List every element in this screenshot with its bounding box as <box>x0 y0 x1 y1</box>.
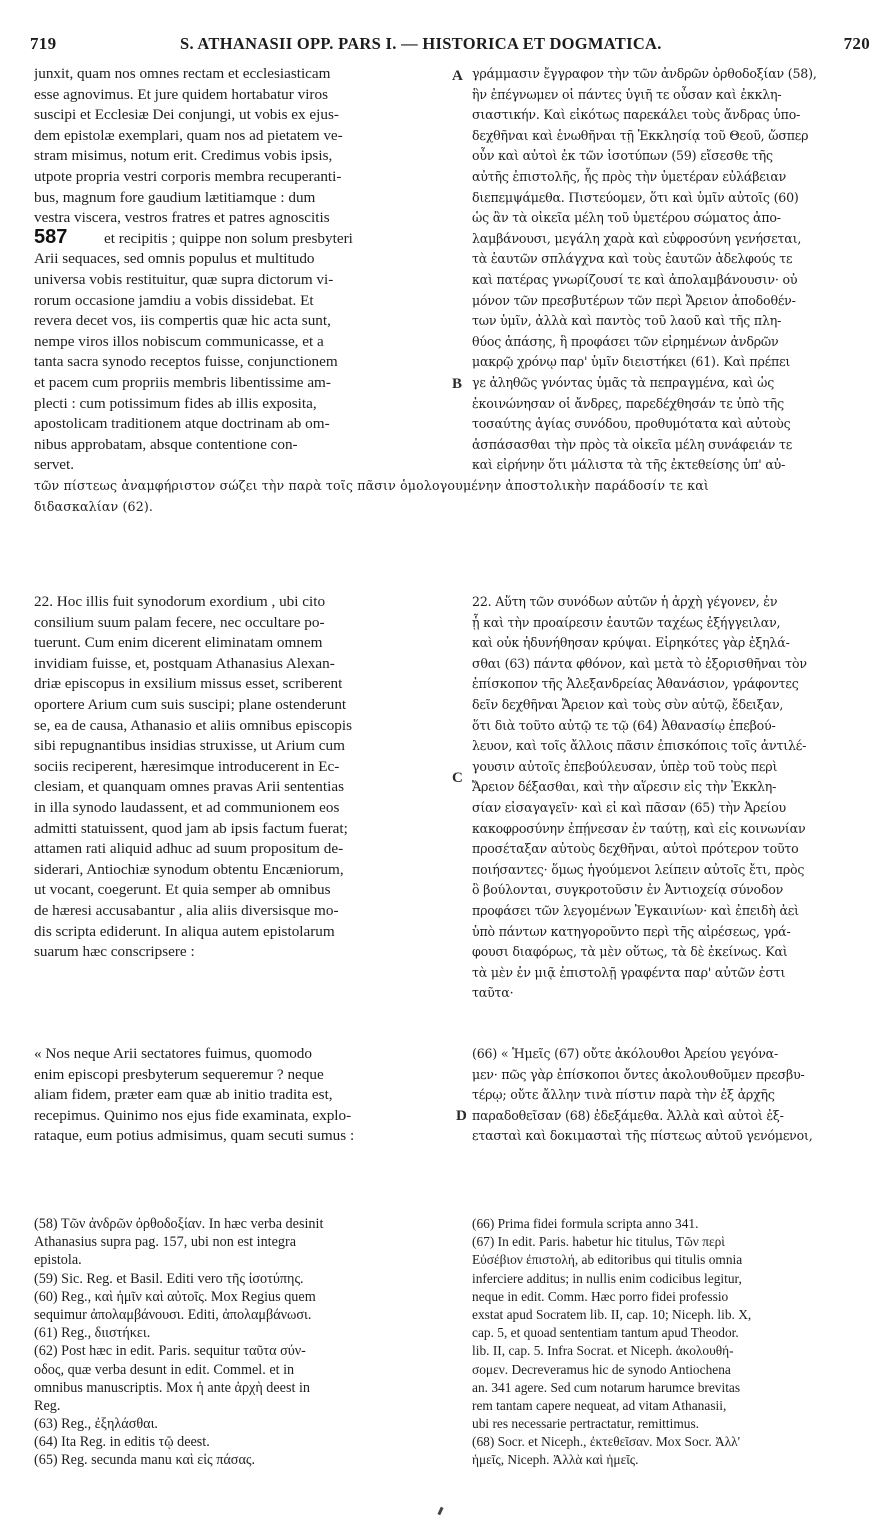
greek-line: οὖν καὶ αὐτοὶ ἐκ τῶν ἰσοτύπων (59) εἴσεσθε τῆς <box>472 148 773 164</box>
footnote-line: (63) Reg., ἐξηλάσθαι. <box>34 1416 158 1433</box>
latin-line: siderari, Antiochiæ synodum obtentu Encæniorum, <box>34 860 344 878</box>
footnote-line: (58) Τῶν ἀνδρῶν ὀρθοδοξίαν. In hæc verba desinit <box>34 1216 324 1232</box>
latin-line: Arii sequaces, sed omnis populus et multitudo <box>34 250 315 268</box>
greek-line: γουσιν αὐτοῖς ἐπεβούλευσαν, ὑπὲρ τοῦ τοὺς περὶ <box>472 758 778 774</box>
latin-line: suscipi et Ecclesiæ Dei conjungi, ut vobis ex ejus- <box>34 106 339 124</box>
greek-line: παραδοθεῖσαν (68) ἐδεξάμεθα. Ἀλλὰ καὶ αὐτοὶ ἐξ- <box>472 1107 784 1123</box>
latin-line: ut vocant, coegerunt. Et quia semper ab omnibus <box>34 881 331 899</box>
margin-letter-c: C <box>452 770 463 786</box>
footnote-line: lib. II, cap. 5. Infra Socrat. et Niceph. ἀκολουθή- <box>472 1343 734 1359</box>
greek-line: διεπεμψάμεθα. Πιστεύομεν, ὅτι καὶ ὑμῖν αὐτοῖς (60) <box>472 189 799 205</box>
footnote-line: Εὐσέβιον ἐπιστολή, ab editoribus qui titulis omnia <box>472 1252 743 1268</box>
greek-line: κακοφροσύνην ἐπῄνεσαν ἐν ταύτῃ, καὶ εἰς κοινωνίαν <box>472 820 806 836</box>
greek-line: ἀσπάσασθαι τὴν πρὸς τὰ οἰκεῖα μέλη συνάφειάν τε <box>472 436 793 452</box>
greek-line: Ἄρειον δέξασθαι, καὶ τὴν αἵρεσιν εἰς τὴν Ἐκκλη- <box>472 779 777 795</box>
latin-line: dem epistolæ exemplari, quam nos ad pietatem ve- <box>34 126 343 144</box>
latin-line: rorum occasione jamdiu a vobis dissidebat. Et <box>34 291 314 309</box>
greek-line: 22. Αὕτη τῶν συνόδων αὐτῶν ἡ ἀρχὴ γέγονεν, ἐν <box>472 594 778 609</box>
latin-column-top <box>34 64 450 476</box>
latin-line: nibus approbatam, absque contentione con- <box>34 435 298 453</box>
footnote-line: rem tantam capere nequeat, ad vitam Athanasii, <box>472 1397 727 1413</box>
greek-full-width-continuation <box>34 476 874 517</box>
latin-column-creed <box>34 1044 450 1147</box>
greek-line: (66) « Ἡμεῖς (67) οὔτε ἀκόλουθοι Ἀρείου γεγόνα- <box>472 1046 779 1061</box>
latin-line: recepimus. Quinimo nos ejus fide examinata, explo- <box>34 1106 352 1124</box>
greek-line: μεν· πῶς γὰρ ἐπίσκοποι ὄντες ἀκολουθοῦμεν πρεσβυ- <box>472 1066 805 1082</box>
footnote-line: (68) Socr. et Niceph., ἐκτεθεῖσαν. Mox Socr. Ἀλλ' <box>472 1434 741 1450</box>
greek-line: ἐπίσκοπον τῆς Ἀλεξανδρείας Ἀθανάσιον, γράφοντες <box>472 676 799 692</box>
latin-line: et recipitis ; quippe non solum presbyteri <box>104 229 353 247</box>
footnote-line: σομεν. Decreveramus hic de synodo Antiochena <box>472 1361 731 1377</box>
latin-line: admitti statuissent, quod jam ab ipsis factum fuerat; <box>34 819 348 837</box>
footnotes-right <box>472 1215 877 1470</box>
footnote-line: exstat apud Socratem lib. II, cap. 10; Niceph. lib. X, <box>472 1306 752 1322</box>
greek-line: διδασκαλίαν (62). <box>34 498 154 514</box>
latin-line: utpote propria vestri corporis membra recuperanti- <box>34 167 342 185</box>
greek-line: των ὑμῖν, ἀλλὰ καὶ παντὸς τοῦ λαοῦ καὶ τῆς πλη- <box>472 313 782 329</box>
latin-line: sibi repugnantibus insidias struxisse, ut Arium cum <box>34 737 345 755</box>
greek-line: ἣν ἐπέγνωμεν οἱ πάντες ὑγιῆ τε οὖσαν καὶ ἐκκλη- <box>472 86 782 102</box>
greek-column-creed <box>472 1044 874 1147</box>
latin-line: in illa synodo laudassent, et ad communionem eos <box>34 798 340 816</box>
latin-line: attamen rati aliquid adhuc ad suum propositum de- <box>34 840 344 858</box>
latin-line: « Nos neque Arii sectatores fuimus, quomodo <box>34 1045 312 1062</box>
latin-line: enim episcopi presbyterum sequeremur ? neque <box>34 1065 324 1083</box>
footnote-line: (61) Reg., διιστήκει. <box>34 1325 151 1342</box>
footnote-line: omnibus manuscriptis. Mox ἡ ante ἀρχὴ deest in <box>34 1379 311 1396</box>
latin-line: vestra viscera, vestros fratres et patres agnoscitis <box>34 209 330 227</box>
latin-line: consilium suum palam fecere, nec occultare po- <box>34 613 325 631</box>
footnote-line: inferciere additus; in nullis enim codicibus legitur, <box>472 1270 742 1286</box>
footnote-line: ἡμεῖς, Niceph. Ἀλλὰ καὶ ἡμεῖς. <box>472 1452 639 1468</box>
latin-line: nempe viros illos nobiscum communicasse, et a <box>34 332 324 350</box>
footnote-line: epistola. <box>34 1252 82 1269</box>
greek-column-top <box>472 64 874 476</box>
latin-line: bus, magnum fore gaudium lætitiamque : dum <box>34 188 316 206</box>
inline-page-number: 587 <box>34 226 68 248</box>
greek-line: ποιήσαντες· ὅμως ἡγούμενοι λείπειν αὐτοῖς ἔτι, πρὸς <box>472 861 805 877</box>
greek-line: φουσι διαφόρως, τὰ μὲν οὕτως, τὰ δὲ ἐκείνως. Καὶ <box>472 944 788 960</box>
footnote-line: an. 341 agere. Sed cum notarum harumce brevitas <box>472 1379 741 1395</box>
latin-line: revera decet vos, iis compertis quæ hic acta sunt, <box>34 312 331 330</box>
greek-line: τῶν πίστεως ἀναμφήριστον σώζει τὴν παρὰ τοῖς πᾶσιν ὁμολογουμένην ἀποστολικὴν παράδοσίν τε καὶ <box>34 478 709 493</box>
greek-line: τὰ ἑαυτῶν σπλάγχνα καὶ τοὺς ἑαυτῶν ἀδελφούς τε <box>472 251 793 267</box>
latin-line: clesiam, et quanquam omnes pravas Arii sententias <box>34 778 344 796</box>
footnote-line: neque in edit. Comm. Hæc porro fidei professio <box>472 1288 729 1304</box>
footnotes-left <box>34 1215 454 1470</box>
latin-line: junxit, quam nos omnes rectam et ecclesiasticam <box>34 65 331 82</box>
latin-line: 22. Hoc illis fuit synodorum exordium , ubi cito <box>34 593 326 610</box>
footnote-line: ubi res necessarie pertractatur, remittimus. <box>472 1416 700 1432</box>
latin-line: et pacem cum propriis membris libentissime am- <box>34 373 331 391</box>
footnote-line: (60) Reg., καὶ ἡμῖν καὶ αὐτοῖς. Mox Regius quem <box>34 1288 316 1305</box>
latin-line: tuerunt. Cum enim dicerent eliminatam omnem <box>34 634 323 652</box>
greek-line: ὅτι διὰ τοῦτο αὐτῷ τε τῷ (64) Ἀθανασίῳ ἐπεβού- <box>472 717 776 733</box>
greek-line: δεῖν δεχθῆναι Ἄρειον καὶ τοὺς σὺν αὐτῷ, ἔδειξαν, <box>472 696 784 712</box>
greek-line: ὃ βούλονται, συγκροτοῦσιν ἐν Ἀντιοχείᾳ σύνοδον <box>472 882 784 898</box>
greek-line: λαμβάνουσι, μεγάλη χαρὰ καὶ εὐφροσύνη γενήσεται, <box>472 230 802 246</box>
greek-line: ταῦτα· <box>472 985 514 1001</box>
latin-line: suarum hæc conscripsere : <box>34 943 195 961</box>
margin-letter-a: A <box>452 68 463 84</box>
greek-line: ἐκοινώνησαν οἱ ἄνδρες, παρεδέχθησάν τε ὑπὸ τῆς <box>472 395 785 411</box>
greek-line: ὡς ἂν τὰ οἰκεῖα μέλη τοῦ ὑμετέρου σώματος ἀπο- <box>472 210 781 226</box>
greek-line: καὶ οὐκ ἠδυνήθησαν κρύψαι. Εἰρηκότες γὰρ ἐξηλά- <box>472 635 790 651</box>
latin-line: stram misimus, notum erit. Credimus vobis ipsis, <box>34 147 333 165</box>
latin-line: de hæresi accusabantur , alia aliis diversisque mo- <box>34 901 339 919</box>
greek-line: γράμμασιν ἔγγραφον τὴν τῶν ἀνδρῶν ὀρθοδοξίαν (58), <box>472 66 817 81</box>
greek-line: τέρῳ; οὔτε ἄλλην τινὰ πίστιν παρὰ τὴν ἐξ ἀρχῆς <box>472 1087 775 1103</box>
footnote-line: οδος, quæ verba desunt in edit. Commel. et in <box>34 1361 295 1378</box>
margin-letter-b: B <box>452 376 463 392</box>
margin-letter-d: D <box>456 1108 467 1124</box>
running-title: S. ATHANASII OPP. PARS I. — HISTORICA ET DOGMATICA. <box>180 34 662 53</box>
latin-line: se, ea de causa, Athanasio et aliis omnibus episcopis <box>34 716 353 734</box>
latin-line: aliam fidem, præter eam quæ ab initio tradita est, <box>34 1086 333 1104</box>
latin-line: sociis reciperent, hæresimque introducerent in Ec- <box>34 757 340 775</box>
footnote-line: (62) Post hæc in edit. Paris. sequitur ταῦτα σύν- <box>34 1343 306 1360</box>
latin-line: plecti : cum potissimum fides ab illis exposita, <box>34 394 317 412</box>
footnote-line: Reg. <box>34 1397 61 1414</box>
greek-line: τὰ μὲν ἐν μιᾷ ἐπιστολῇ γραφέντα παρ' αὐτῶν ἐστι <box>472 964 786 980</box>
greek-line: ᾗ καὶ τὴν προαίρεσιν ἑαυτῶν ταχέως ἐξήγγειλαν, <box>472 614 781 630</box>
footnote-line: (67) In edit. Paris. habetur hic titulus, Τῶν περὶ <box>472 1234 725 1250</box>
greek-line: ὑπὸ πάντων κατηγοροῦντο περὶ τῆς αἱρέσεως, γρά- <box>472 923 791 939</box>
latin-line: rataque, eum potius admisimus, quam secuti sumus : <box>34 1127 355 1145</box>
greek-line: σιαστικήν. Καὶ εἰκότως παρεκάλει τοὺς ἄνδρας ὑπο- <box>472 107 801 123</box>
footnote-line: sequimur ἀπολαμβάνουσι. Editi, ἀπολαμβάνωσι. <box>34 1306 312 1323</box>
latin-line: servet. <box>34 456 75 474</box>
page-number-right: 720 <box>843 34 870 53</box>
greek-line: λευον, καὶ τοῖς ἄλλοις πᾶσιν ἐπισκόποις τοῖς ἀντιλέ- <box>472 738 807 754</box>
greek-line: δεχθῆναι καὶ ἑνωθῆναι τῇ Ἐκκλησίᾳ τοῦ Θεοῦ, ὥσπερ <box>472 127 809 143</box>
footnote-line: cap. 5, et quoad sententiam tantum apud Theodor. <box>472 1325 739 1341</box>
latin-line: esse agnovimus. Et jure quidem hortabatur viros <box>34 85 328 103</box>
greek-line: καὶ πατέρας γνωρίζουσί τε καὶ ἀπολαμβάνουσιν· οὐ <box>472 271 798 287</box>
latin-line: driæ episcopus in exsilium missus esset, scriberent <box>34 675 343 693</box>
greek-line: σθαι (63) πάντα φθόνον, καὶ μετὰ τὸ ἐξορισθῆναι τὸν <box>472 655 807 671</box>
footnote-line: (64) Ita Reg. in editis τῷ deest. <box>34 1434 210 1451</box>
print-mark <box>437 1507 443 1516</box>
footnote-line: (59) Sic. Reg. et Basil. Editi vero τῆς ἰσοτύπης. <box>34 1270 304 1287</box>
greek-line: προσέταξαν αὐτοὺς δεχθῆναι, αὐτοὶ πρότερον τοῦτο <box>472 841 799 857</box>
greek-line: θύος ἁπάσης, ἣ προφάσει τῶν εἰρημένων ἀνδρῶν <box>472 333 779 349</box>
greek-line: τοσαύτης ἁγίας συνόδου, προθυμότατα καὶ αὐτοὺς <box>472 416 791 432</box>
latin-line: universa vobis restituitur, quæ supra dictorum vi- <box>34 270 334 288</box>
greek-line: προφάσει τῶν λεγομένων Ἐγκαινίων· καὶ ἐπειδὴ ἀεὶ <box>472 902 799 918</box>
greek-line: γε ἀληθῶς γνόντας ὑμᾶς τὰ πεπραγμένα, καὶ ὡς <box>472 374 775 390</box>
greek-line: ετασταὶ καὶ δοκιμασταὶ τῆς πίστεως αὐτοῦ γενόμενοι, <box>472 1128 813 1144</box>
greek-line: σίαν εἰσαγαγεῖν· καὶ εἰ καὶ πᾶσαν (65) τὴν Ἀρείου <box>472 799 787 815</box>
latin-line: oportere Arium cum suis suscipi; plane ostenderunt <box>34 695 347 713</box>
latin-line: dis scripta ediderunt. In aliqua autem epistolarum <box>34 922 335 940</box>
greek-column-section-22 <box>472 592 874 1004</box>
greek-line: μακρῷ χρόνῳ παρ' ὑμῖν διειστήκει (61). Καὶ πρέπει <box>472 354 791 370</box>
latin-line: apostolicam traditionem atque doctrinam ab om- <box>34 415 330 433</box>
greek-line: μόνον τῶν πρεσβυτέρων τῶν περὶ Ἄρειον ἀποδοθέν- <box>472 292 796 308</box>
running-header <box>30 34 870 58</box>
latin-line: invidiam fuisse, et, postquam Athanasius Alexan- <box>34 654 335 672</box>
latin-line: tanta sacra synodo receptos fuisse, conjunctionem <box>34 353 338 371</box>
greek-line: αὐτῆς ἐπιστολῆς, ἧς πρὸς τὴν ὑμετέραν εὐλάβειαν <box>472 168 787 184</box>
footnote-line: (65) Reg. secunda manu καὶ εἰς πάσας. <box>34 1452 256 1469</box>
footnote-line: Athanasius supra pag. 157, ubi non est integra <box>34 1234 297 1251</box>
greek-line: καὶ εἰρήνην ὅτι μάλιστα τὰ τῆς ἐκτεθείσης ὑπ' αὐ- <box>472 457 786 473</box>
footnote-line: (66) Prima fidei formula scripta anno 341. <box>472 1216 699 1231</box>
page-number-left: 719 <box>30 34 57 53</box>
latin-column-section-22 <box>34 592 450 963</box>
